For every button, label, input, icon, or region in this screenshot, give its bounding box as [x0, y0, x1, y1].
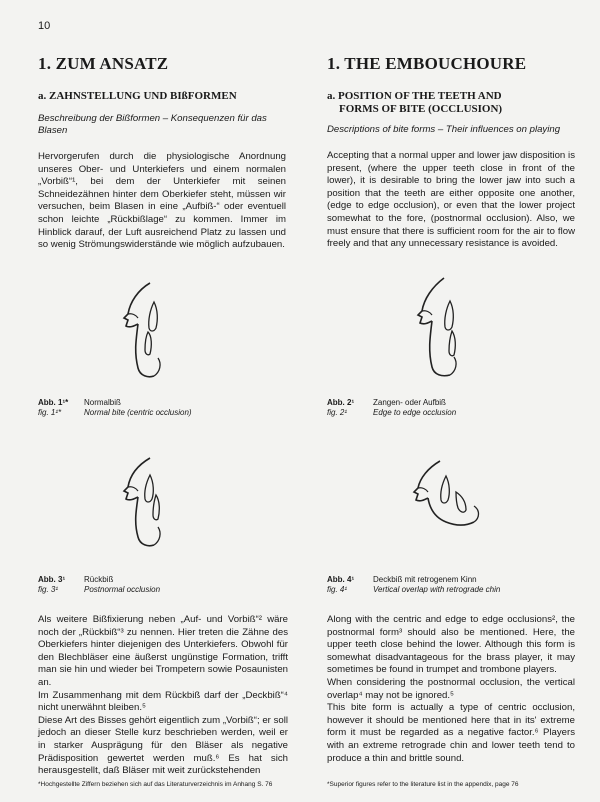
- paragraph-de-3: Im Zusammenhang mit dem Rückbiß darf der „Deckbiß“⁴ nicht unerwähnt bleiben.⁵: [38, 689, 288, 714]
- section-title-en: 1. THE EMBOUCHOURE: [327, 54, 527, 73]
- paragraph-de-1: Hervorgerufen durch die physiologische Anordnung unseres Ober- und Unterkiefers und einem normalen „Vorbiß“¹, bei dem der Unterkiefer mit seinen Schneidezähnen hinter dem Oberkiefer steht, müssen wir versuchen, beim Blasen in eine „Aufbiß-“ oder eventuell schon leichte „Rückbißlage“ zu kommen. Immer im Hinblick darauf, der Luft ausreichend Platz zu lassen und so wenig Strömungswiderstände wie möglich aufzubauen.: [38, 151, 286, 251]
- description-en: Descriptions of bite forms – Their influences on playing: [327, 124, 561, 135]
- subsection-title-en-line2: FORMS OF BITE (OCCLUSION): [339, 103, 503, 115]
- paragraph-en-3: When considering the postnormal occlusion, the vertical overlap⁴ may not be ignored.⁵: [327, 676, 575, 701]
- paragraph-de-2: Als weitere Bißfixierung neben „Auf- und Vorbiß“² wäre noch der „Rückbiß“³ zu nennen. Hier treten die Zähne des Oberkiefers hinter diejenigen des Unterkiefers. Obwohl für den Blechbläser eine äußerst ungünstige Formation, trifft man sie hin und wieder bei Trompetern sowie Posaunisten an.: [38, 614, 288, 688]
- figure-1-caption-en: Normal bite (centric occlusion): [84, 408, 192, 417]
- figure-1-caption-de: Normalbiß: [84, 398, 121, 407]
- german-lower-text: [38, 614, 288, 778]
- figure-3-caption-en: Postnormal occlusion: [84, 585, 161, 594]
- english-lower-text: [327, 614, 575, 765]
- figure-4-caption-de: Deckbiß mit retrogenem Kinn: [373, 575, 477, 584]
- figure-3-label-de: Abb. 3¹: [38, 575, 66, 584]
- page-number: 10: [38, 20, 51, 32]
- figure-2-edge-to-edge: [400, 275, 490, 385]
- paragraph-en-1: Accepting that a normal upper and lower jaw disposition is present, (where the upper teeth close in front of the lower), it is desirable to bring the lower jaw into such a position that the teeth are either opposite one another, (edge to edge occlusion), or even that the lower project somewhat to the fore, (postnormal occlusion). Also, we must ensure that there is sufficient room for the air to flow freely and that any unnecessary resistance is avoided.: [327, 150, 575, 250]
- figure-3-caption: [38, 575, 160, 595]
- figure-4-label-en: fig. 4¹: [327, 585, 348, 594]
- figure-2-caption-en: Edge to edge occlusion: [373, 408, 457, 417]
- figure-4-caption: [327, 575, 500, 595]
- figure-4-vertical-overlap: [400, 458, 500, 538]
- subsection-title-en: [327, 90, 575, 116]
- figure-2-caption: [327, 398, 456, 418]
- footnote-de: *Hochgestellte Ziffern beziehen sich auf das Literaturverzeichnis im Anhang S. 76: [38, 781, 273, 788]
- figure-3-label-en: fig. 3¹: [38, 585, 59, 594]
- figure-4-label-de: Abb. 4¹: [327, 575, 355, 584]
- subsection-title-de: a. ZAHNSTELLUNG UND BIßFORMEN: [38, 90, 237, 102]
- german-column: [38, 54, 286, 252]
- figure-1-label-en: fig. 1¹*: [38, 408, 62, 417]
- figure-2-caption-de: Zangen- oder Aufbiß: [373, 398, 446, 407]
- paragraph-en-4: This bite form is actually a type of centric occlusion, however it should be mentioned here that in its' extreme form it must be regarded as a negative factor.⁶ Players with an extreme retrograde chin and lower teeth tend to produce a thin and brittle sound.: [327, 702, 575, 764]
- figure-1-caption: [38, 398, 192, 418]
- figure-3-postnormal: [110, 455, 200, 555]
- figure-2-label-en: fig. 2¹: [327, 408, 348, 417]
- figure-1-normal-bite: [108, 280, 198, 385]
- paragraph-en-2: Along with the centric and edge to edge occlusions², the postnormal form³ should also be mentioned. Here, the upper teeth close behind the lower. Although this form is somewhat disadvantageous for the brass player, it may sometimes be found in trumpet and trombone players.: [327, 614, 575, 676]
- english-column: [327, 54, 575, 251]
- figure-1-label-de: Abb. 1¹*: [38, 398, 69, 407]
- section-title-de: 1. ZUM ANSATZ: [38, 54, 169, 73]
- figure-3-caption-de: Rückbiß: [84, 575, 114, 584]
- footnote-en: *Superior figures refer to the literature list in the appendix, page 76: [327, 781, 519, 788]
- paragraph-de-4: Diese Art des Bisses gehört eigentlich zum „Vorbiß“; er soll jedoch an dieser Stelle kurz beschrieben werden, weil er in starker Ausprägung für den Bläser als negative Prädisposition gewertet werden muß.⁶ Es hat sich herausgestellt, daß Bläser mit weit zurückstehenden: [38, 714, 288, 777]
- figure-2-label-de: Abb. 2¹: [327, 398, 355, 407]
- subsection-title-en-line1: a. POSITION OF THE TEETH AND: [327, 90, 502, 102]
- figure-4-caption-en: Vertical overlap with retrograde chin: [373, 585, 501, 594]
- description-de: Beschreibung der Bißformen – Konsequenzen für das Blasen: [38, 113, 267, 136]
